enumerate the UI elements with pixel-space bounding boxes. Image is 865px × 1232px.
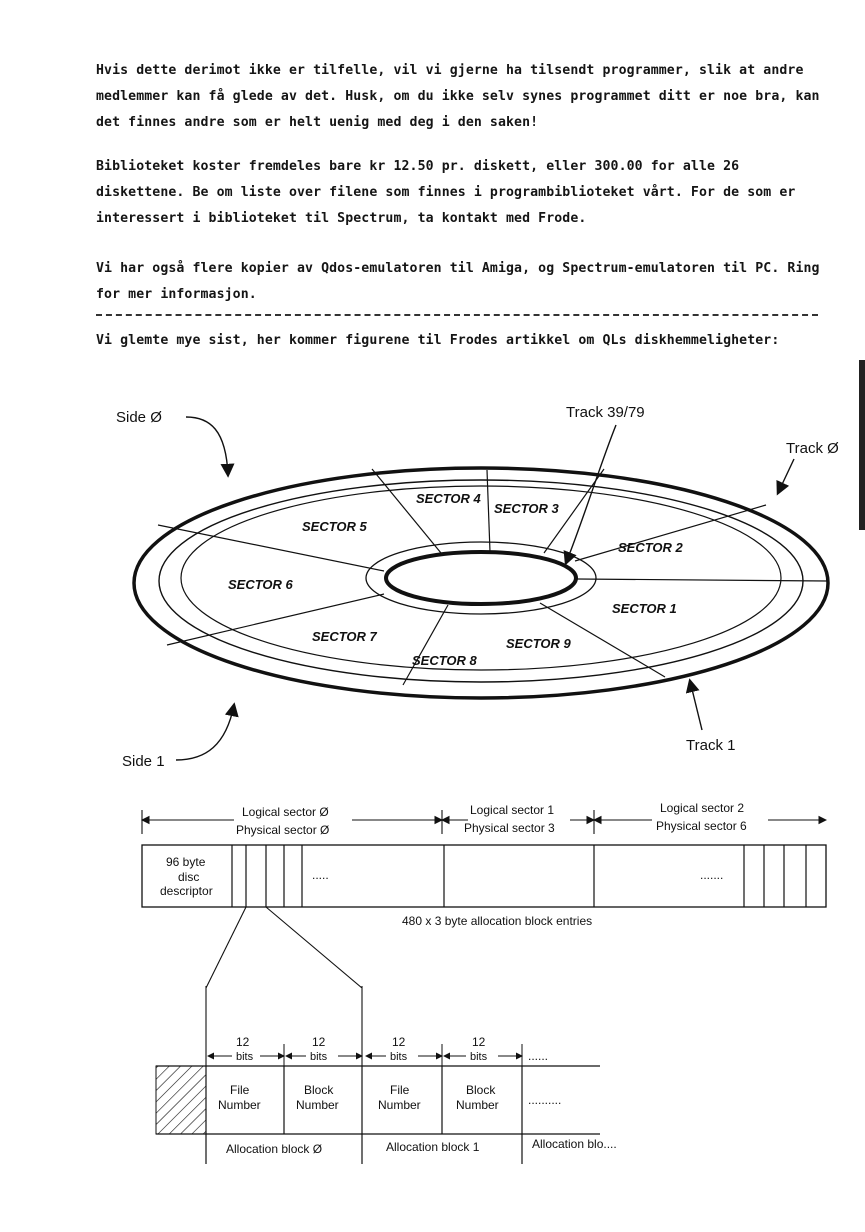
bits-word-4: bits [470,1051,488,1063]
side-1-label: Side 1 [122,753,165,770]
logical-sector-2: Logical sector 2 [660,801,745,815]
paragraph-library-price: Biblioteket koster fremdeles bare kr 12.50 pr. diskett, eller 300.00 for alle 26 diskettene. Be om liste over filene som finnes i programbiblioteket vårt. For de som er interessert i biblioteket til Spectrum, ta kontakt med Frode. [96,159,796,226]
bits-word-2: bits [310,1051,328,1063]
physical-sector-2: Physical sector 6 [656,819,747,833]
bits-word-1: bits [236,1051,254,1063]
side-0-label: Side Ø [116,409,162,426]
allocation-block-diagram [0,986,865,1226]
sector-2-label: SECTOR 2 [618,540,683,555]
bits-word-3: bits [390,1051,408,1063]
bits-count-3: 12 [392,1035,406,1049]
physical-sector-1: Physical sector 3 [464,821,555,835]
sector-8-label: SECTOR 8 [412,653,477,668]
bits-count-2: 12 [312,1035,326,1049]
sector-1-label: SECTOR 1 [612,601,677,616]
dashed-divider [96,314,818,316]
allocation-block-1: Allocation block 1 [386,1140,480,1154]
descriptor-line-3: descriptor [160,884,213,898]
sector-7-label: SECTOR 7 [312,629,377,644]
file-number-1-b: Number [218,1098,261,1112]
track-0-label: Track Ø [786,440,839,457]
sector-6-label: SECTOR 6 [228,577,293,592]
file-number-2-a: File [390,1083,410,1097]
block-number-2-b: Number [456,1098,499,1112]
table-dots: .......... [528,1093,562,1107]
track-39-79-label: Track 39/79 [566,404,645,421]
block-number-1-a: Block [304,1083,334,1097]
bits-count-1: 12 [236,1035,250,1049]
allocation-block-2: Allocation blo.... [532,1137,617,1151]
paragraph-figures-intro: Vi glemte mye sist, her kommer figurene til Frodes artikkel om QLs diskhemmeligheter: [96,333,780,348]
sector-4-label: SECTOR 4 [416,491,481,506]
allocation-entries-caption: 480 x 3 byte allocation block entries [402,914,593,928]
disk-hub-hole [386,552,576,604]
disk-diagram [0,385,865,805]
file-number-2-b: Number [378,1098,421,1112]
logical-sector-1: Logical sector 1 [470,803,555,817]
bits-dots: ...... [528,1049,549,1063]
paragraph-emulators: Vi har også flere kopier av Qdos-emulatoren til Amiga, og Spectrum-emulatoren til PC. Ring for mer informasjon. [96,261,820,302]
sector-5-label: SECTOR 5 [302,519,367,534]
block-number-1-b: Number [296,1098,339,1112]
logical-sector-0: Logical sector Ø [242,805,329,819]
sector-3-label: SECTOR 3 [494,501,559,516]
strip-dots: ..... [312,868,329,882]
sector-9-label: SECTOR 9 [506,636,571,651]
track-1-label: Track 1 [686,737,736,754]
paragraph-submit-programs: Hvis dette derimot ikke er tilfelle, vil vi gjerne ha tilsendt programmer, slik at andre medlemmer kan få glede av det. Husk, om du ikke selv synes programmet ditt er noe bra, kan det finnes andre som er helt uenig med deg i den saken! [96,63,820,130]
descriptor-line-1: 96 byte [166,855,206,869]
strip-dots-end: ....... [700,868,724,882]
block-number-2-a: Block [466,1083,496,1097]
allocation-block-0: Allocation block Ø [226,1142,323,1156]
descriptor-line-2: disc [178,870,200,884]
sector-map-diagram [0,798,865,988]
bits-count-4: 12 [472,1035,486,1049]
file-number-1-a: File [230,1083,250,1097]
physical-sector-0: Physical sector Ø [236,823,330,837]
